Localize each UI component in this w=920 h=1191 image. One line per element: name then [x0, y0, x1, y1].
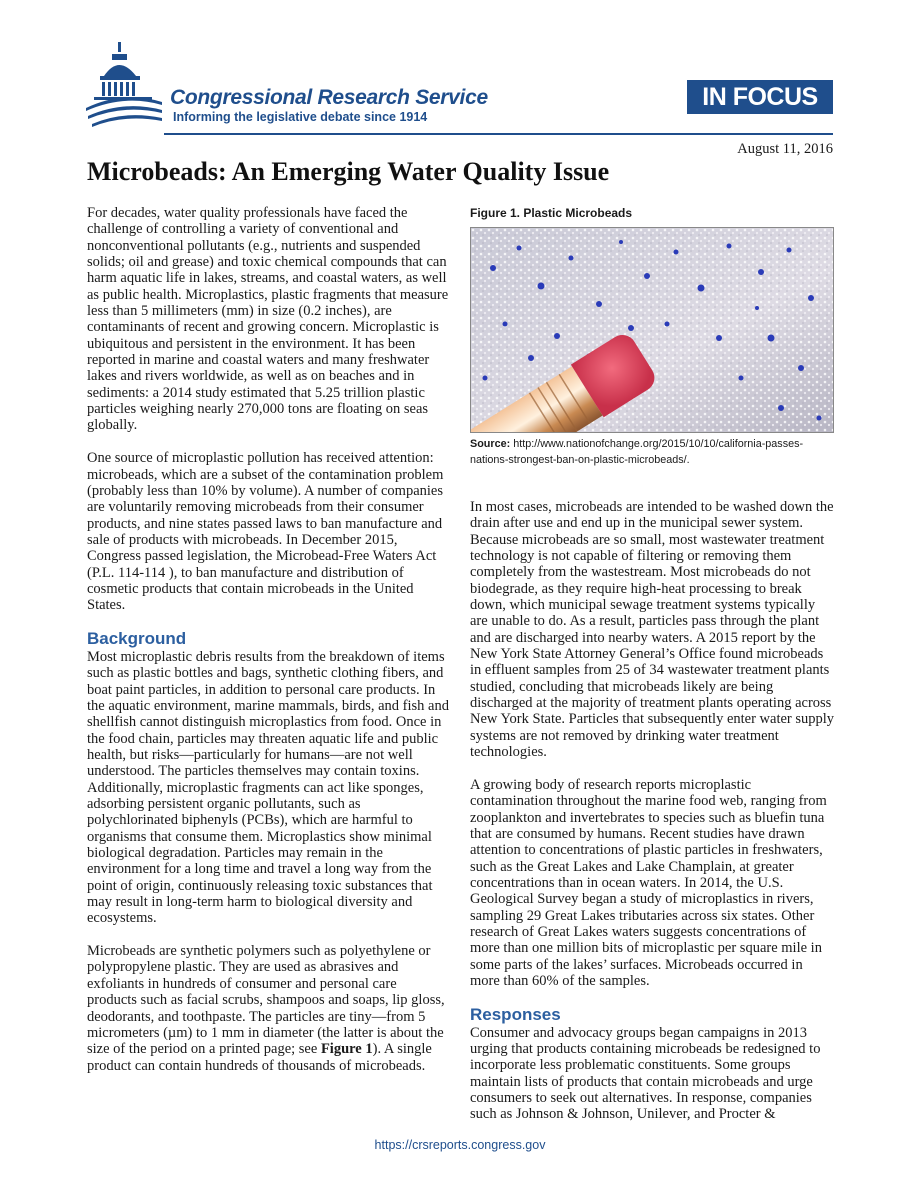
background-heading: Background [87, 628, 187, 648]
figure-source-label: Source: [470, 438, 511, 451]
figure-source-url[interactable]: http://www.nationofchange.org/2015/10/10/california-passes-nations-strongest-ban-on-plastic-microbeads/. [470, 438, 804, 467]
figure-source [470, 436, 835, 468]
wastewater-paragraph: In most cases, microbeads are intended to be washed down the drain after use and end up in the municipal sewer system. Because microbeads are so small, most wastewater treatment technology is not capable of filtering or removing them completely from the wastestream. Most microbeads do not biodegrade, as they require high-heat processing to break down, which municipal sewage treatment systems typically are unable to do. As a result, particles pass through the plant and are discharged into nearby waters. A 2015 report by the New York State Attorney General’s Office found microbeads in effluent samples from 25 of 34 wastewater treatment plants studied, concluding that microbeads likely are being discharged at the majority of treatment plants operating across New York State. Particles that subsequently enter water supply systems are not removed by drinking water treatment technologies. [470, 499, 835, 761]
page-title: Microbeads: An Emerging Water Quality Issue [87, 157, 610, 186]
background-p2-text-end: ). A single product can contain hundreds of thousands of microbeads. [87, 1041, 432, 1074]
responses-paragraph-1: Consumer and advocacy groups began campaigns in 2013 urging that products containing microbeads be redesigned to incorporate less problematic constituents. Some groups maintain lists of products that contain microbeads and urge consumers to seek out alternatives. In response, companies such as Johnson & Johnson, Unilever, and Procter & [470, 1024, 821, 1123]
capitol-dome-logo-icon [84, 40, 164, 130]
org-tagline: Informing the legislative debate since 1914 [173, 110, 428, 124]
figure-block [470, 205, 835, 468]
org-name: Congressional Research Service [170, 86, 488, 109]
background-p2-text-start: Microbeads are synthetic polymers such as polyethylene or polypropylene plastic. They are used as abrasives and exfoliants in hundreds of consumer and personal care products such as facial scrubs, shampoos and soaps, lip gloss, deodorants, and toothpaste. The particles are tiny—from 5 micrometers (µm) to 1 mm in diameter (the latter is about the size of the period on a printed page; see [87, 943, 445, 1058]
left-column [87, 205, 449, 1090]
figure-1-reference[interactable]: Figure 1 [320, 1041, 373, 1058]
figure-caption: Figure 1. Plastic Microbeads [470, 206, 633, 220]
header-rule [164, 133, 833, 135]
intro-paragraph-2: One source of microplastic pollution has received attention: microbeads, which are a subset of the contamination problem (probably less than 10% by volume). A number of companies are voluntarily removing microbeads from their consumer products, and nine states passed laws to ban manufacture and sale of products with microbeads. In December 2015, Congress passed legislation, the Microbead-Free Waters Act (P.L. 114-114 ), to ban manufacture and distribution of cosmetic products that contain microbeads in the United States. [87, 450, 444, 614]
right-column [470, 499, 835, 1139]
publication-date: August 11, 2016 [737, 141, 833, 157]
responses-heading: Responses [470, 1004, 561, 1024]
intro-paragraph-1: For decades, water quality professionals have faced the challenge of controlling a variety of conventional and nonconventional pollutants (e.g., nutrients and suspended solids; oil and grease) and toxic chemical compounds that can harm aquatic life in lakes, streams, and coastal waters, as well as public health. Microplastics, plastic fragments that measure less than 5 millimeters (mm) in size (0.2 inches), are contaminants of recent and growing concern. Microplastic is ubiquitous and persistent in the environment. It has been reported in marine and coastal waters and many freshwater lakes and rivers worldwide, as well as on beaches and in sediments: a 2014 study estimated that 5.25 trillion plastic particles weighing nearly 270,000 tons are floating on seas globally. [87, 205, 449, 434]
background-paragraph-2 [87, 943, 449, 1074]
background-paragraph-1: Most microplastic debris results from the breakdown of items such as plastic bottles and bags, synthetic clothing fibers, and boat paint particles, in addition to personal care products. In the aquatic environment, marine mammals, birds, and fish and shellfish cannot distinguish microplastics from food. Once in the food chain, particles may threaten aquatic life and public health, but risks—particularly for humans—are not well understood. The particles themselves may contain toxins. Additionally, microplastic fragments can act like sponges, adsorbing persistent organic pollutants, such as polychlorinated biphenyls (PCBs), which are harmful to organisms that consume them. Microplastics show minimal biological degradation. Particles may remain in the environment for a long time and travel a long way from the point of origin, continuously releasing toxic substances that may result in long-term harm to biological diversity and ecosystems. [87, 648, 449, 927]
footer-url-link[interactable]: https://crsreports.congress.gov [374, 1138, 546, 1152]
research-paragraph: A growing body of research reports microplastic contamination throughout the marine food web, ranging from zooplankton and invertebrates to species such as bluefin tuna that are consumed by humans. Recent studies have drawn attention to concentrations of plastic particles in freshwaters, such as the Great Lakes and Lake Champlain, at greater concentrations than in ocean waters. In 2014, the U.S. Geological Survey began a study of microplastics in rivers, sampling 29 Great Lakes tributaries across six states. Other research of Great Lakes waters suggests concentrations of more than one million bits of microplastic per square mile in some parts of the lakes’ surfaces. Microbeads occurred in more than 60% of the samples. [470, 776, 827, 989]
microbeads-photo [470, 227, 834, 433]
in-focus-badge: IN FOCUS [687, 80, 833, 114]
